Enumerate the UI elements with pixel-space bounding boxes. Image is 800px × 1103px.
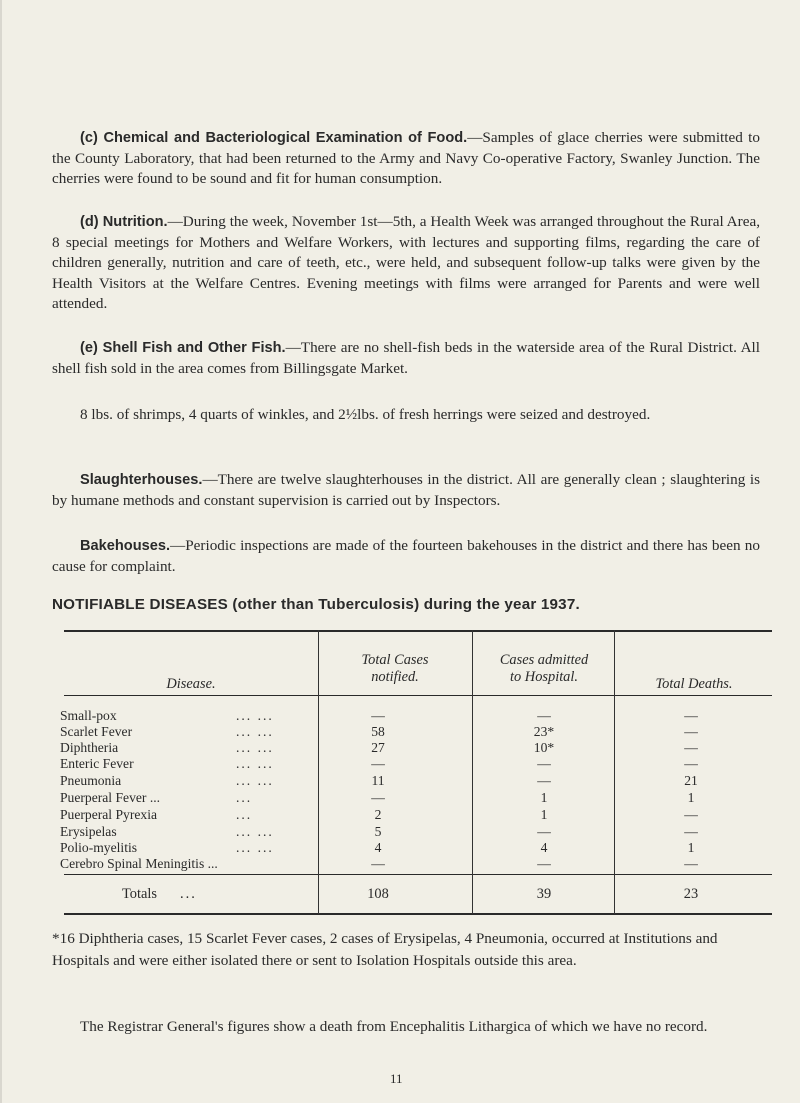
header-deaths: Total Deaths. <box>655 676 733 692</box>
slaughterhouses-text: —There are twelve slaughterhouses in the district. All are generally clean ; slaughtering is by humane methods and constant supervision is carried out by Inspectors. <box>52 471 760 509</box>
cases-notified: 5 <box>374 824 382 839</box>
disease-name: Diphtheria <box>60 740 119 755</box>
total-deaths: — <box>684 807 698 822</box>
slaughterhouses-heading: Slaughterhouses. <box>80 472 203 488</box>
slaughterhouses-paragraph <box>52 470 760 511</box>
disease-name: Erysipelas <box>60 824 117 839</box>
shellfish-text: —There are no shell-fish beds in the waterside area of the Rural District. All shell fish sold in the area comes from Billingsgate Market. <box>52 339 760 377</box>
total-deaths: — <box>684 856 698 871</box>
table-top-rule <box>64 630 772 632</box>
cases-admitted: 23* <box>533 724 555 739</box>
table-column-divider <box>318 630 319 914</box>
total-deaths-sum: 23 <box>683 886 699 902</box>
total-notified: 108 <box>367 886 389 902</box>
disease-name: Enteric Fever <box>60 756 134 771</box>
table-title: NOTIFIABLE DISEASES (other than Tuberculosis) during the year 1937. <box>52 596 580 613</box>
cases-notified: — <box>371 856 385 871</box>
shellfish-paragraph <box>52 338 760 379</box>
shellfish-heading: (e) Shell Fish and Other Fish. <box>80 340 286 356</box>
table-row <box>60 756 772 771</box>
table-row <box>60 708 772 723</box>
cases-notified: 58 <box>371 724 385 739</box>
table-row <box>60 773 772 788</box>
leader-dots: ... ... <box>236 824 274 839</box>
cases-admitted: — <box>537 824 551 839</box>
disease-name: Scarlet Fever <box>60 724 133 739</box>
total-deaths: 1 <box>687 840 695 855</box>
cases-admitted: — <box>537 756 551 771</box>
cases-admitted: 4 <box>540 840 548 855</box>
leader-dots: ... ... <box>236 724 274 739</box>
total-deaths: 1 <box>687 790 695 805</box>
nutrition-heading: (d) Nutrition. <box>80 214 168 230</box>
table-bottom-rule <box>64 913 772 915</box>
table-row <box>60 856 772 871</box>
leader-dots: ... <box>236 807 253 822</box>
total-deaths: — <box>684 724 698 739</box>
cases-notified: 4 <box>374 840 382 855</box>
header-notified-line2: notified. <box>371 669 419 685</box>
cases-notified: — <box>371 756 385 771</box>
bakehouses-paragraph <box>52 536 760 577</box>
page-number: 11 <box>390 1071 403 1086</box>
table-column-divider <box>472 630 473 914</box>
food-examination-heading: (c) Chemical and Bacteriological Examination of Food. <box>80 130 468 146</box>
registrar-paragraph: The Registrar General's figures show a death from Encephalitis Lithargica of which we have no record. <box>80 1018 708 1035</box>
table-row <box>60 740 772 755</box>
disease-name: Puerperal Fever ... <box>60 790 161 805</box>
table-row <box>60 790 772 805</box>
cases-notified: 2 <box>374 807 382 822</box>
totals-label: Totals <box>122 886 157 902</box>
leader-dots: ... ... <box>236 740 274 755</box>
cases-admitted: 10* <box>533 740 555 755</box>
header-admitted-line2: to Hospital. <box>510 669 578 685</box>
bakehouses-heading: Bakehouses. <box>80 538 171 554</box>
table-header-rule <box>64 695 772 696</box>
cases-notified: — <box>371 790 385 805</box>
leader-dots: ... ... <box>236 840 274 855</box>
total-deaths: — <box>684 824 698 839</box>
leader-dots: ... ... <box>236 773 274 788</box>
disease-name: Puerperal Pyrexia <box>60 807 158 822</box>
cases-admitted: 1 <box>540 790 548 805</box>
leader-dots: ... <box>236 790 253 805</box>
disease-name: Pneumonia <box>60 773 122 788</box>
cases-admitted: — <box>537 773 551 788</box>
table-row <box>60 840 772 855</box>
nutrition-text: —During the week, November 1st—5th, a Health Week was arranged throughout the Rural Area, 8 special meetings for Mothers and Welfare Workers, with lectures and supporting films, regarding the care of children generally, nutrition and care of teeth, etc., were held, and subsequent follow-up talks were given by the Health Visitors at the Welfare Centres. Evening meetings with films were arranged for Parents and were well attended. <box>52 213 760 312</box>
bakehouses-text: —Periodic inspections are made of the fourteen bakehouses in the district and there has been no cause for complaint. <box>52 537 760 575</box>
header-admitted-line1: Cases admitted <box>499 652 589 668</box>
leader-dots: ... <box>180 886 197 902</box>
food-examination-paragraph <box>52 128 760 190</box>
cases-notified: 11 <box>371 773 385 788</box>
seized-paragraph: 8 lbs. of shrimps, 4 quarts of winkles, and 2½lbs. of fresh herrings were seized and destroyed. <box>80 406 651 423</box>
disease-name: Small-pox <box>60 708 117 723</box>
table-row <box>60 824 772 839</box>
cases-notified: 27 <box>371 740 385 755</box>
cases-admitted: — <box>537 708 551 723</box>
cases-admitted: — <box>537 856 551 871</box>
total-deaths: 21 <box>684 773 698 788</box>
leader-dots: ... ... <box>236 756 274 771</box>
table-row <box>60 724 772 739</box>
cases-admitted: 1 <box>540 807 548 822</box>
total-deaths: — <box>684 708 698 723</box>
disease-name: Cerebro Spinal Meningitis ... <box>60 856 218 871</box>
table-totals-rule <box>64 874 772 875</box>
cases-notified: — <box>371 708 385 723</box>
food-examination-text: —Samples of glace cherries were submitted to the County Laboratory, that had been returned to the Army and Navy Co-operative Factory, Swanley Junction. The cherries were found to be sound and fit for human consumption. <box>52 129 760 187</box>
total-deaths: — <box>684 756 698 771</box>
total-deaths: — <box>684 740 698 755</box>
footnote-paragraph: *16 Diphtheria cases, 15 Scarlet Fever cases, 2 cases of Erysipelas, 4 Pneumonia, occurred at Institutions and Hospitals and were either isolated there or sent to Isolation Hospitals outside this area. <box>52 930 718 969</box>
page-edge <box>0 0 2 1103</box>
header-disease: Disease. <box>166 676 216 692</box>
disease-name: Polio-myelitis <box>60 840 138 855</box>
nutrition-paragraph <box>52 212 760 315</box>
header-notified-line1: Total Cases <box>361 652 429 668</box>
totals-row <box>60 887 772 905</box>
leader-dots: ... ... <box>236 708 274 723</box>
total-admitted: 39 <box>536 886 552 902</box>
table-column-divider <box>614 630 615 914</box>
table-row <box>60 807 772 822</box>
